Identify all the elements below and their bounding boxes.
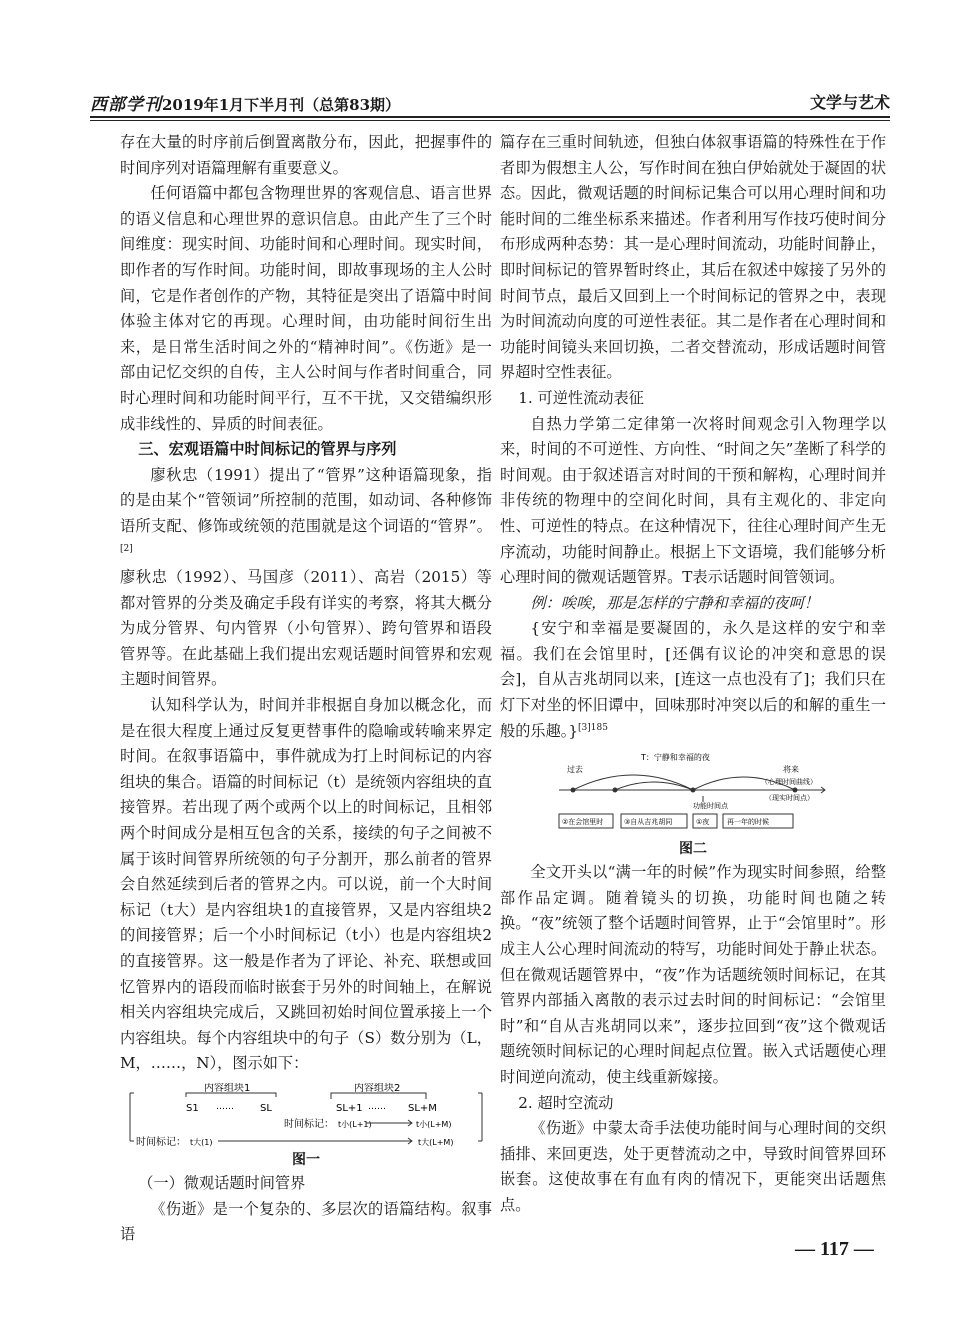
fig1-t-da: t大(1): [190, 1137, 213, 1147]
right-column: [500, 130, 886, 1219]
fig2-future: 将来: [783, 765, 799, 775]
citation: [3]185: [578, 722, 608, 733]
running-header: [90, 88, 890, 118]
fig2-psych-curve: （心理时间曲线）: [761, 778, 817, 787]
paragraph: 《伤逝》中蒙太奇手法使功能时间与心理时间的交织插排、来回更迭，处于更替流动之中，导致时间管界回环嵌套。这使故事在有血有肉的情况下，更能突出话题焦点。: [500, 1119, 886, 1214]
fig1-time-mark-inner: 时间标记：: [284, 1118, 334, 1130]
fig2-box1: ②在会馆里时: [562, 818, 604, 827]
header-rule: [90, 116, 890, 118]
quotation-text: {安宁和幸福是要凝固的，永久是这样的安宁和幸福。我们在会馆里时，[还偶有议论的冲突和意思的误会]，自从吉兆胡同以来，[连这一点也没有了]；我们只在灯下对坐的怀旧谭中，回味那时冲突以后的和解的重生一般的乐趣。}: [500, 619, 886, 740]
paragraph: [120, 463, 492, 565]
fig1-sL: SL: [260, 1102, 272, 1114]
example-sentence: 例：唉唉，那是怎样的宁静和幸福的夜呵！: [530, 593, 819, 612]
subsection-heading: 2. 超时空流动: [518, 1093, 614, 1112]
citation: [2]: [120, 543, 133, 554]
figure-2: [543, 750, 843, 838]
page-number: — 117 —: [795, 1238, 874, 1260]
fig1-t-xiao1: t小(L+1): [338, 1119, 372, 1129]
fig1-sL1: SL+1: [336, 1102, 363, 1114]
fig2-box3: ①夜: [696, 818, 710, 827]
quotation: [500, 616, 886, 744]
issue-info: 2019年1月下半月刊（总第83期）: [162, 96, 401, 114]
fig1-time-mark: 时间标记：: [136, 1136, 186, 1148]
fig2-box4: 再一年的时候: [727, 818, 769, 827]
fig1-s1: S1: [186, 1102, 199, 1114]
figure-1: [126, 1083, 486, 1149]
subsection-heading: 1. 可逆性流动表征: [518, 388, 644, 407]
fig1-t-xiao2: t小(L+M): [416, 1119, 452, 1129]
paragraph: 任何语篇中都包含物理世界的客观信息、语言世界的语义信息和心理世界的意识信息。由此产生了三个时间维度：现实时间、功能时间和心理时间。现实时间，即作者的写作时间。功能时间，即故事现场的主人公时间，它是作者创作的产物，其特征是突出了语篇中时间体验主体对它的再现。心理时间，由功能时间衍生出来，是日常生活时间之外的“精神时间”。《伤逝》是一部由记忆交织的自传，主人公时间与作者时间重合，同时心理时间和功能时间平行，互不干扰，又交错编织形成非线性的、异质的时间表征。: [120, 184, 492, 433]
paragraph: 存在大量的时序前后倒置离散分布，因此，把握事件的时间序列对语篇理解有重要意义。: [120, 133, 492, 177]
fig1-dots1: ……: [216, 1101, 234, 1112]
header-rule-thin: [90, 120, 890, 121]
fig1-block2: 内容组块2: [354, 1082, 401, 1094]
fig2-func-point: 功能时间点: [693, 802, 728, 811]
paragraph: 廖秋忠（1992）、马国彦（2011）、高岩（2015）等都对管界的分类及确定手段有详实的考察，将其大概分为成分管界、句内管界（小句管界）、跨句管界和语段管界等。在此基础上我们提出宏观话题时间管界和宏观主题时间管界。: [120, 568, 492, 689]
fig1-block1: 内容组块1: [204, 1082, 251, 1094]
journal-name: 西部学刊: [90, 95, 162, 115]
paragraph: 《伤逝》是一个复杂的、多层次的语篇结构。叙事语: [120, 1199, 492, 1244]
section-heading: 三、宏观语篇中时间标记的管界与序列: [138, 440, 397, 459]
paragraph: 自热力学第二定律第一次将时间观念引入物理学以来，时间的不可逆性、方向性、“时间之矢”垄断了科学的时间观。由于叙述语言对时间的干预和解构，心理时间并非传统的物理中的空间化时间，具有主观化的、非定向性、可逆性的特点。在这种情况下，往往心理时间产生无序流动，功能时间静止。根据上下文语境，我们能够分析心理时间的微观话题管界。T表示话题时间管领词。: [500, 414, 886, 587]
fig1-dots2: ……: [368, 1101, 386, 1112]
fig1-t-da2: t大(L+M): [418, 1137, 454, 1147]
fig2-box2: ③自从吉兆胡同: [624, 818, 673, 827]
paragraph: 全文开头以“满一年的时候”作为现实时间参照，给整部作品定调。随着镜头的切换，功能时间也随之转换。“夜”统领了整个话题时间管界，止于“会馆里时”。形成主人公心理时间流动的特写，功能时间处于静止状态。但在微观话题管界中，“夜”作为话题统领时间标记，在其管界内部插入离散的表示过去时间的时间标记：“会馆里时”和“自从吉兆胡同以来”，逐步拉回到“夜”这个微观话题统领时间标记的心理时间起点位置。嵌入式话题使心理时间逆向流动，使主线重新嫁接。: [500, 863, 886, 1086]
fig2-real-point: （现实时间点）: [765, 794, 814, 803]
journal-info: [90, 90, 400, 115]
figure-2-caption: 图二: [679, 841, 707, 858]
paragraph-text: 廖秋忠（1991）提出了“管界”这种语篇现象，指的是由某个“管领词”所控制的范围，如动词、各种修饰语所支配、修饰或统领的范围就是这个词语的“管界”。: [120, 465, 492, 535]
fig1-sLM: SL+M: [408, 1102, 437, 1114]
paragraph: 篇存在三重时间轨迹，但独白体叙事语篇的特殊性在于作者即为假想主人公，写作时间在独白伊始就处于凝固的状态。因此，微观话题的时间标记集合可以用心理时间和功能时间的二维坐标系来描述。作者利用写作技巧使时间分布形成两种态势：其一是心理时间流动，功能时间静止，即时间标记的管界暂时终止，其后在叙述中嫁接了另外的时间节点，最后又回到上一个时间标记的管界之中，表现为时间流动向度的可逆性表征。其二是作者在心理时间和功能时间镜头来回切换，二者交替流动，形成话题时间管界超时空性表征。: [500, 133, 886, 382]
fig2-title: T：宁静和幸福的夜: [641, 753, 710, 763]
fig2-past: 过去: [567, 765, 583, 775]
left-column: [120, 130, 492, 1248]
subsection-heading: （一）微观话题时间管界: [138, 1173, 306, 1192]
section-name: 文学与艺术: [809, 93, 890, 112]
figure-1-caption: 图一: [292, 1151, 320, 1168]
paragraph: 认知科学认为，时间并非根据自身加以概念化，而是在很大程度上通过反复更替事件的隐喻或转喻来界定时间。在叙事语篇中，事件就成为打上时间标记的内容组块的集合。语篇的时间标记（t）是统领内容组块的直接管界。若出现了两个或两个以上的时间标记，且相邻两个时间成分是相互包含的关系，接续的句子之间被不属于该时间管界所统领的句子分割开，那么前者的管界会自然延续到后者的管界之内。可以说，前一个大时间标记（t大）是内容组块1的直接管界，又是内容组块2的间接管界；后一个小时间标记（t小）也是内容组块2的直接管界。这一般是作者为了评论、补充、联想或回忆管界内的语段而临时嵌套于另外的时间轴上，在解说相关内容组块完成后，又跳回初始时间位置承接上一个内容组块。每个内容组块中的句子（S）数分别为（L，M，……，N），图示如下：: [120, 696, 492, 1073]
